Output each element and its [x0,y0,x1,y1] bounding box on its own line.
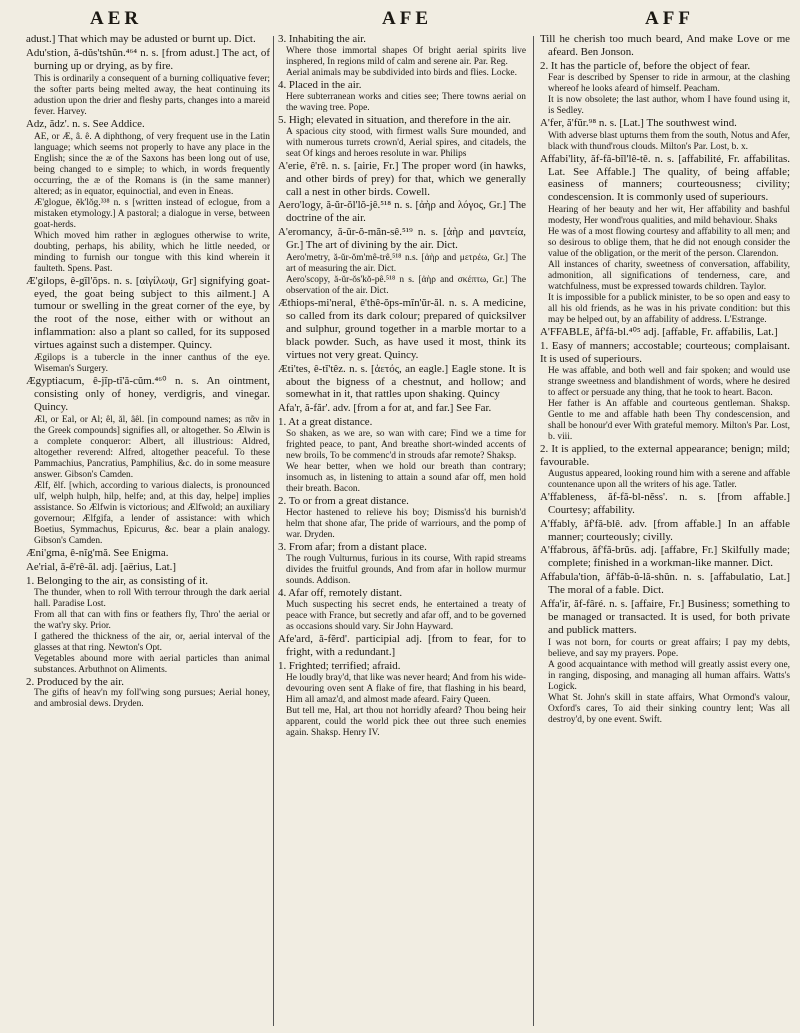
quotation: Hector hastened to relieve his boy; Dismiss'd his burnish'd helm that shone afar, The pride of warriours, and the pomp of war. Dryden. [286,508,526,541]
dictionary-entry: Æti'tes, ê-tĭ'têz. n. s. [ἀετός, an eagle.] Eagle stone. It is about the bigness of a chestnut, and hollow; and somewhat in it, that rattles upon shaking. Quincy [278,362,526,401]
dictionary-entry: A'erie, ê'rê. n. s. [airie, Fr.] The proper word (in hawks, and other birds of prey) for that, which we generally call a nest in other birds. Cowell. [278,159,526,198]
quotation: It is impossible for a publick minister, to be so open and easy to all his old friends, as he was in his private condition: but this may be helped out, by an affability of address. L'Estrange. [548,293,790,326]
quotation: It is now obsolete; the last author, whom I have found using it, is Sedley. [548,94,790,116]
dictionary-entry: A'ffabrous, ăf'fă-brŭs. adj. [affabre, Fr.] Skilfully made; complete; finished in a workman-like manner. Dict. [540,544,790,570]
header-left: AER [90,8,143,29]
quotation: Aero'scopy, ă-ŭr-ŏs'kŏ-pê.⁵¹⁸ n s. [ἀὴρ and σκέπτω, Gr.] The observation of the air. Dict. [286,275,526,297]
quotation: A spacious city stood, with firmest walls Sure mounded, and with numerous turrets crown'd, Aerial spires, and citadels, the seat Of kings and heroes resolute in war. Philips [286,126,526,159]
quotation: So shaken, as we are, so wan with care; Find we a time for frighted peace, to pant, And breathe short-winded accents of new broils, To be commenc'd in strouds afar remote? Shaksp. [286,429,526,462]
header-right: AFF [645,8,694,29]
column-1 [26,33,270,1028]
quotation: I was not born, for courts or great affairs; I pay my debts, believe, and say my prayers. Pope. [548,637,790,659]
sense-line: 2. It has the particle of, before the object of fear. [540,59,751,72]
quotation: But tell me, Hal, art thou not horridly afeard? Thou being heir apparent, could the world pick thee out three such enemies again. Shaksp. Henry IV. [286,705,526,738]
dictionary-entry: A'eromancy, ă-ŭr-ŏ-măn-sê.⁵¹⁹ n. s. [ἀὴρ and μαντεία, Gr.] The art of divining by the air. Dict. [278,226,526,252]
quotation: What St. John's skill in state affairs, What Ormond's valour, Oxford's cares, To aid their sinking country lent; Was all destroy'd, by one event. Swift. [548,692,790,725]
dictionary-entry: Affabula'tion, ăf'făb-ŭ-lă-shŭn. n. s. [affabulatio, Lat.] The moral of a fable. Dict. [540,571,790,597]
sense-line: 2. It is applied, to the external appearance; benign; mild; favourable. [540,442,790,468]
dictionary-entry: Æthiops-mi'neral, ê'thê-ŏps-mĭn'ŭr-ăl. n. s. A medicine, so called from its dark colour; prepared of quicksilver and sulphur, ground together in a marble mortar to a black powder. Such, as have used it most, think its virtues not very great. Quincy. [278,297,526,361]
dictionary-entry: A'ffableness, ăf-fă-bl-nĕss'. n. s. [from affable.] Courtesy; affability. [540,490,790,516]
dictionary-entry: adust.] That which may be adusted or burnt up. Dict. [26,33,256,45]
quotation: The gifts of heav'n my foll'wing song pursues; Aerial honey, and ambrosial dews. Dryden. [34,688,270,710]
sense-line: 4. Afar off, remotely distant. [278,586,403,599]
quotation: Ægilops is a tubercle in the inner canthus of the eye. Wiseman's Surgery. [34,353,270,375]
sense-line: 4. Placed in the air. [278,78,362,91]
dictionary-entry: Ægyptiacum, ê-jĭp-tĭ'ă-cŭm.⁴⁶⁰ n. s. An ointment, consisting only of honey, verdigris, and vinegar. Quincy. [26,375,270,413]
sense-line: 3. Inhabiting the air. [278,33,367,45]
column-rule [533,36,534,1026]
quotation: Vegetables abound more with aerial particles than animal substances. Arbuthnot on Aliments. [34,653,270,675]
dictionary-entry: A'ffably, ăf'fă-blê. adv. [from affable.] In an affable manner; courteously; civilly. [540,517,790,543]
quotation: AE, or Æ, â. ê. A diphthong, of very frequent use in the Latin language; which seems not properly to have any place in the English; since the æ of the Saxons has been long out of use, being changed to e simple; to which, in words frequently occurring, the æ of the Romans is (in the same manner) altered; as in equator, equinoctial, and even in Eneas. [34,131,270,197]
dictionary-entry: A'FFABLE, ăf'fă-bl.⁴⁰⁵ adj. [affable, Fr. affabilis, Lat.] [540,326,778,339]
dictionary-entry: Ae'rial, ă-ê'rê-ăl. adj. [aërius, Lat.] [26,560,176,573]
quotation: Here subterranean works and cities see; There towns aerial on the waving tree. Pope. [286,91,526,113]
quotation: Augustus appeared, looking round him with a serene and affable countenance upon all the writers of his age. Tatler. [548,468,790,490]
sense-line: 1. At a great distance. [278,416,373,429]
dictionary-entry: Adu'stion, ă-dŭs'tshŭn.⁴⁶⁴ n. s. [from adust.] The act, of burning up or drying, as by fire. [26,46,270,72]
quotation: Where those immortal shapes Of bright aerial spirits live insphered, In regions mild of calm and serene air. Par. Reg. [286,45,526,67]
header-middle: AFE [382,8,432,29]
quotation: This is ordinarily a consequent of a burning colliquative fever; the softer parts being melted away, the heat continuing its adustion upon the drier and fleshy parts, changes into a mareid fever. Harvey. [34,73,270,117]
quotation: I gathered the thickness of the air, or, aerial interval of the glasses at that ring. Newton's Opt. [34,631,270,653]
quotation: Her father is An affable and courteous gentleman. Shaksp. Gentle to me and affable hath been Thy condescension, and shall be honour'd ever With grateful memory. Milton's Par. Lost, b. viii. [548,398,790,442]
sense-line: 3. From afar; from a distant place. [278,541,427,554]
quotation: The thunder, when to roll With terrour through the dark aerial hall. Paradise Lost. [34,587,270,609]
column-2 [278,33,526,1028]
quotation: Ælf, ĕlf. [which, according to various dialects, is pronounced ulf, welph hulph, hilp, helfe; and, at this day, helpe] implies assistance. So Ælfwin is victorious; and Ælfwold; an auxiliary governour; Ælfgifa, a lender of assistance: with which Boetius, Symmachus, Epicurus, &c. bear a plain analogy. Gibson's Camden. [34,480,270,546]
dictionary-entry: A'fer, ă'fŭr.⁹⁸ n. s. [Lat.] The southwest wind. [540,116,737,129]
running-header [0,6,800,32]
quotation: He was of a most flowing courtesy and affability to all men; and so desirous to oblige them, that he did not enough consider the value of the obligation, or the merit of the person. Clarendon. [548,227,790,260]
quotation: From all that can with fins or feathers fly, Thro' the aerial or the wat'ry sky. Prior. [34,609,270,631]
quotation: Æl, or Eal, or Al; êl, ăl, âêl. [in compound names; as πᾶν in the Greek compounds] signifies all, or altogether. So Ælwin is a complete conqueror: Albert, all illustrious: Aldred, altogether reverend: Alfred, altogether peaceful. To these Pammachius, Pancratius, Pamphilius, &c. do in some measure answer. Gibson's Camden. [34,414,270,480]
dictionary-entry: Aero'logy, ă-ŭr-ŏl'lŏ-jê.⁵¹⁸ n. s. [ἀὴρ and λόγος, Gr.] The doctrine of the air. [278,199,526,225]
quotation: With adverse blast upturns them from the south, Notus and Afer, black with thund'rous clouds. Milton's Par. Lost, b. x. [548,130,790,152]
dictionary-entry: Till he cherish too much beard, And make Love or me afeard. Ben Jonson. [540,33,790,58]
quotation: He loudly bray'd, that like was never heard; And from his wide-devouring oven sent A flake of fire, that flashing in his beard, Him all amaz'd, and almost made afeard. Fairy Queen. [286,672,526,705]
quotation: All instances of charity, sweetness of conversation, affability, admonition, all significations of tenderness, care, and watchfulness, must be expressed towards children. Taylor. [548,260,790,293]
quotation: Æ'glogue, ĕk'lŏg.³³⁸ n. s [written instead of eclogue, from a mistaken etymology.] A pastoral; a dialogue in verse, between goat-herds. [34,197,270,230]
quotation: Much suspecting his secret ends, he entertained a treaty of peace with France, but secretly and afar off, and to be governed as occasions should vary. Sir John Hayward. [286,599,526,632]
sense-line: 1. Easy of manners; accostable; courteous; complaisant. It is used of superiours. [540,340,790,366]
quotation: The rough Vulturnus, furious in its course, With rapid streams divides the fruitful grounds, And from afar in hollow murmur sounds. Addison. [286,553,526,586]
column-rule [273,36,274,1026]
dictionary-entry: Adz, ădz'. n. s. See Addice. [26,117,145,130]
quotation: A good acquaintance with method will greatly assist every one, in ranging, disposing, and managing all human affairs. Watts's Logick. [548,659,790,692]
sense-line: 1. Frighted; terrified; afraid. [278,659,401,672]
quotation: Aero'metry, ă-ŭr-ŏm'mê-trê.⁵¹⁸ n.s. [ἀὴρ and μετρέω, Gr.] The art of measuring the air. Dict. [286,253,526,275]
quotation: We hear better, when we hold our breath than contrary; insomuch as, in listening to attain a sound afar off, men hold their breath. Bacon. [286,462,526,495]
dictionary-entry: Æni'gma, ê-nĭg'mă. See Enigma. [26,546,169,559]
quotation: Which moved him rather in æglogues otherwise to write, doubting, perhaps, his ability, which he little needed, or minding to furnish our tongue with this kind wherein it faulteth. Spens. Past. [34,230,270,274]
quotation: Hearing of her beauty and her wit, Her affability and bashful modesty, Her wond'rous qualities, and mild behaviour. Shaks [548,205,790,227]
dictionary-entry: Affabi'lity, ăf-fă-bĭl'lê-tê. n. s. [affabilité, Fr. affabilitas. Lat. See Affable.] The quality, of being affable; easiness of manners; courteousness; civility; condescension. It is commonly used of superiours. [540,152,790,204]
sense-line: 2. To or from a great distance. [278,495,409,508]
dictionary-entry: Affa'ir, ăf-fâré. n. s. [affaire, Fr.] Business; something to be managed or transacted. It is used, for both private and publick matters. [540,598,790,636]
sense-line: 1. Belonging to the air, as consisting of it. [26,574,208,587]
dictionary-entry: Afa'r, ă-făr'. adv. [from a for at, and far.] See Far. [278,402,492,415]
quotation: He was affable, and both well and fair spoken; and would use strange sweetness and blandishment of words, where he desired to affect or persuade any thing, that he took to heart. Bacon. [548,365,790,398]
quotation: Fear is described by Spenser to ride in armour, at the clashing whereof he looks afeard of himself. Peacham. [548,72,790,94]
column-3 [540,33,790,1028]
sense-line: 2. Produced by the air. [26,675,124,688]
sense-line: 5. High; elevated in situation, and therefore in the air. [278,113,511,126]
dictionary-entry: Æ'gilops, ê-gĭl'ŏps. n. s. [αἰγίλωψ, Gr] signifying goat-eyed, the goat being subject to this ailment.] A tumour or swelling in the great corner of the eye, by the root of the nose, either with or without an inflammation: also a plant so called, for its supposed virtues against such a distemper. Quincy. [26,274,270,352]
dictionary-entry: Afe'ard, ă-fĕrd'. participial adj. [from to fear, for to fright, with a redundant.] [278,632,526,658]
quotation: Aerial animals may be subdivided into birds and flies. Locke. [286,67,517,78]
